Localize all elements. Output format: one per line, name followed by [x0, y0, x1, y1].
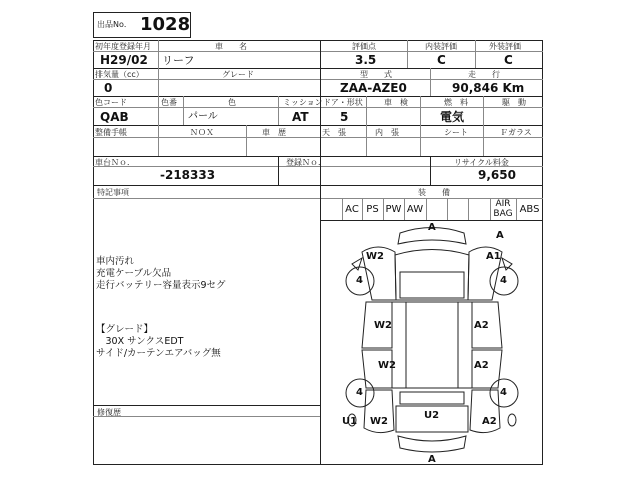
interior-ceiling-label: 内 張 — [375, 128, 399, 137]
mark-rear-left-w2: W2 — [370, 416, 388, 427]
lot-number: 1028 — [140, 14, 191, 35]
repair-label: 修復歴 — [97, 408, 121, 417]
mileage-label: 走 行 — [468, 70, 500, 79]
first-reg-value: H29/02 — [100, 53, 148, 67]
reg-no-label: 登録Ｎｏ． — [286, 158, 326, 167]
mark-front-left-w2: W2 — [366, 251, 384, 262]
equip-ac: AC — [345, 204, 359, 215]
color-label: 色 — [228, 98, 236, 107]
mark-rear-right-a2: A2 — [482, 416, 497, 427]
grade-label: グレード — [222, 70, 254, 79]
mark-left-rear-w2: W2 — [378, 360, 396, 371]
displacement-label: 排気量（cc） — [95, 70, 144, 79]
interior-value: C — [437, 53, 446, 67]
color-code-label: 色コード — [95, 98, 127, 107]
note-line: 走行バッテリー容量表示9セグ — [96, 280, 226, 291]
drive-label: 駆 動 — [502, 98, 526, 107]
exterior-value: C — [504, 53, 513, 67]
ceiling-label: 天 張 — [322, 128, 346, 137]
note-line — [96, 292, 226, 304]
chassis-value: -218333 — [160, 168, 216, 182]
manual-label: 整備手帳 — [95, 128, 127, 137]
equip-aw: AW — [406, 204, 424, 215]
score-label: 評価点 — [352, 42, 376, 51]
fuel-value: 電気 — [440, 110, 465, 124]
exterior-label: 外装評価 — [489, 42, 521, 51]
mission-label: ミッション — [283, 98, 323, 107]
notes-text — [96, 256, 226, 360]
interior-label: 内装評価 — [425, 42, 457, 51]
doors-label: ドア・形状 — [323, 98, 363, 107]
recycle-label: リサイクル料金 — [454, 158, 509, 167]
mark-tire-fr: 4 — [500, 275, 507, 286]
mark-rear-bottom: A — [428, 454, 436, 465]
equip-abs: ABS — [519, 204, 540, 215]
mark-tire-fl: 4 — [356, 275, 363, 286]
equipment-label: 装 備 — [418, 188, 450, 197]
seat-label: シート — [444, 128, 468, 137]
mileage-value: 90,846 Km — [452, 81, 525, 95]
rear-bumper — [398, 436, 466, 452]
mark-front-right: A — [496, 230, 504, 241]
model-value: ZAA-AZE0 — [340, 81, 407, 95]
mark-tire-rl: 4 — [356, 387, 363, 398]
lot-label: 出品No． — [97, 20, 132, 29]
fglass-label: Ｆガラス — [500, 128, 532, 137]
notes-label: 特記事項 — [97, 188, 129, 197]
mark-left-door-w2: W2 — [374, 320, 392, 331]
mark-right-door-a2: A2 — [474, 320, 489, 331]
note-line: 車内汚れ — [96, 256, 135, 267]
car-name-value: リーフ — [162, 54, 195, 67]
rear-glass — [400, 392, 464, 404]
color-value: パール — [188, 111, 218, 122]
car-name-label: 車 名 — [215, 42, 247, 51]
equip-ps: PS — [366, 204, 379, 215]
front-glass — [400, 272, 464, 298]
displacement-value: 0 — [104, 81, 113, 95]
score-value: 3.5 — [355, 53, 377, 67]
mark-rear-u2: U2 — [424, 410, 440, 421]
note-line: 充電ケーブル欠品 — [96, 268, 172, 279]
mark-front-top: A — [428, 222, 436, 233]
hood — [395, 250, 469, 301]
history-label: 車 歴 — [262, 128, 286, 137]
nox-label: ＮＯＸ — [190, 128, 214, 137]
mark-rear-left-u1: U1 — [342, 416, 358, 427]
note-line: 30X サンクスEDT — [96, 336, 184, 347]
doors-value: 5 — [340, 110, 349, 124]
mark-right-rear-a2: A2 — [474, 360, 489, 371]
model-label: 型 式 — [360, 70, 392, 79]
mission-value: AT — [292, 110, 309, 124]
equip-pw: PW — [385, 204, 402, 215]
first-reg-label: 初年度登録年月 — [95, 42, 151, 51]
mark-front-right-a1: A1 — [486, 251, 501, 262]
color-code-value: QAB — [100, 110, 129, 124]
car-diagram — [321, 221, 542, 464]
fuel-label: 燃 料 — [444, 98, 468, 107]
equip-airbag: AIR BAG — [493, 199, 513, 219]
color-num-label: 色番 — [161, 98, 177, 107]
chassis-label: 車台Ｎｏ． — [95, 158, 135, 167]
mark-tire-rr: 4 — [500, 387, 507, 398]
inspection-label: 車 検 — [384, 98, 408, 107]
recycle-value: 9,650 — [478, 168, 516, 182]
roof — [406, 302, 458, 388]
note-line: サイド/カーテンエアバッグ無 — [96, 348, 221, 359]
note-line: 【グレード】 — [96, 324, 154, 335]
